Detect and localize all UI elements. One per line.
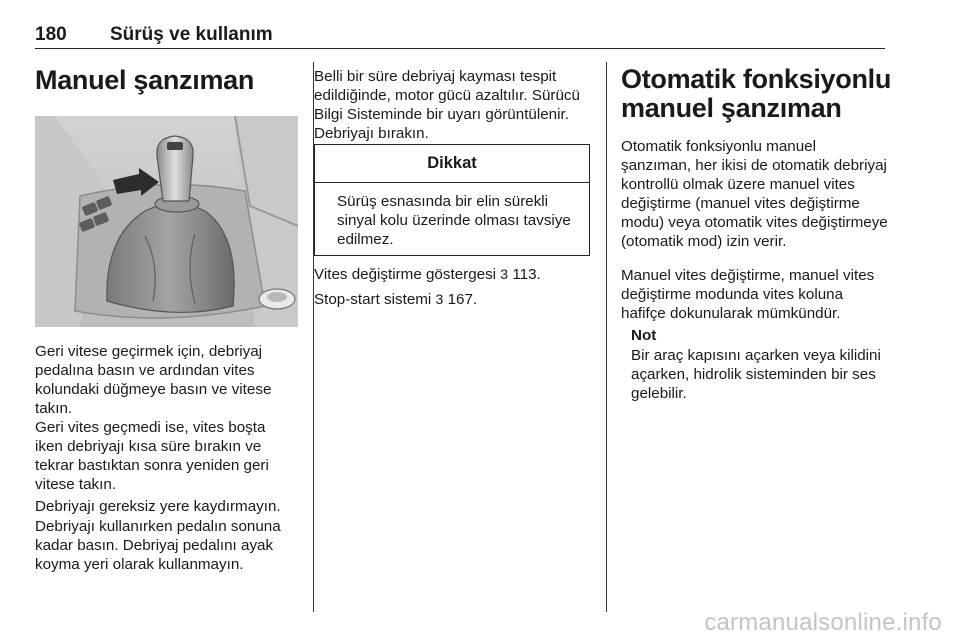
gear-shift-lever-illustration (35, 116, 298, 327)
note-title: Not (631, 327, 657, 344)
paragraph-automated-manual-intro: Otomatik fonksiyonlu manuel şanzıman, her ikisi de otomatik debriyaj kontrollü olmak üzere manuel vites değiştirme (manuel vites değiştirme modu) veya otomatik vites değiştirmeye (otomatik mod) izin verir. (621, 138, 888, 250)
caution-body: Sürüş esnasında bir elin sürekli sinyal kolu üzerinde olması tavsiye edilmez. (337, 193, 571, 248)
page-reference-number: 167. (447, 291, 478, 308)
cross-reference-label: Vites değiştirme göstergesi (314, 266, 497, 283)
caution-title: Dikkat (315, 145, 589, 183)
cross-reference-shift-indicator (314, 265, 594, 284)
page-reference-arrow-icon: 3 (500, 266, 509, 282)
cross-reference-label: Stop-start sistemi (314, 291, 432, 308)
paragraph-manual-mode: Manuel vites değiştirme, manuel vites değiştirme modunda vites koluna hafifçe dokunularak mümkündür. (621, 267, 875, 322)
paragraph-clutch-slip: Debriyajı gereksiz yere kaydırmayın. (35, 498, 281, 515)
page-reference-arrow-icon: 3 (435, 291, 444, 307)
paragraph-reverse-retry: Geri vites geçmedi ise, vites boşta iken debriyajı kısa süre bırakın ve tekrar bastıktan sonra yeniden geri vitese takın. (35, 419, 269, 493)
paragraph-clutch-pedal: Debriyajı kullanırken pedalın sonuna kadar basın. Debriyaj pedalını ayak koyma yeri olarak kullanmayın. (35, 518, 281, 573)
note-body: Bir araç kapısını açarken veya kilidini açarken, hidrolik sisteminden bir ses gelebilir. (631, 347, 881, 402)
paragraph-clutch-warning: Belli bir süre debriyaj kayması tespit edildiğinde, motor gücü azaltılır. Sürücü Bilgi Sisteminde bir uyarı görüntülenir. Debriyajı bırakın. (314, 68, 580, 142)
heading-automated-manual-line1: Otomatik fonksiyonlu (621, 64, 892, 94)
heading-automated-manual-line2: manuel şanzıman (621, 93, 842, 123)
page-reference-number: 113. (512, 266, 541, 283)
paragraph-reverse-gear: Geri vitese geçirmek için, debriyaj pedalına basın ve ardından vites kolundaki düğmeye basın ve vitese takın. (35, 343, 272, 417)
column-divider-right (606, 62, 607, 612)
heading-manual-transmission: Manuel şanzıman (35, 65, 255, 95)
cross-reference-stop-start (314, 290, 594, 309)
watermark: carmanualsonline.info (704, 609, 942, 636)
section-title: Sürüş ve kullanım (110, 24, 273, 45)
caution-box (314, 144, 590, 256)
page-number: 180 (35, 24, 67, 45)
page-header (35, 14, 885, 49)
